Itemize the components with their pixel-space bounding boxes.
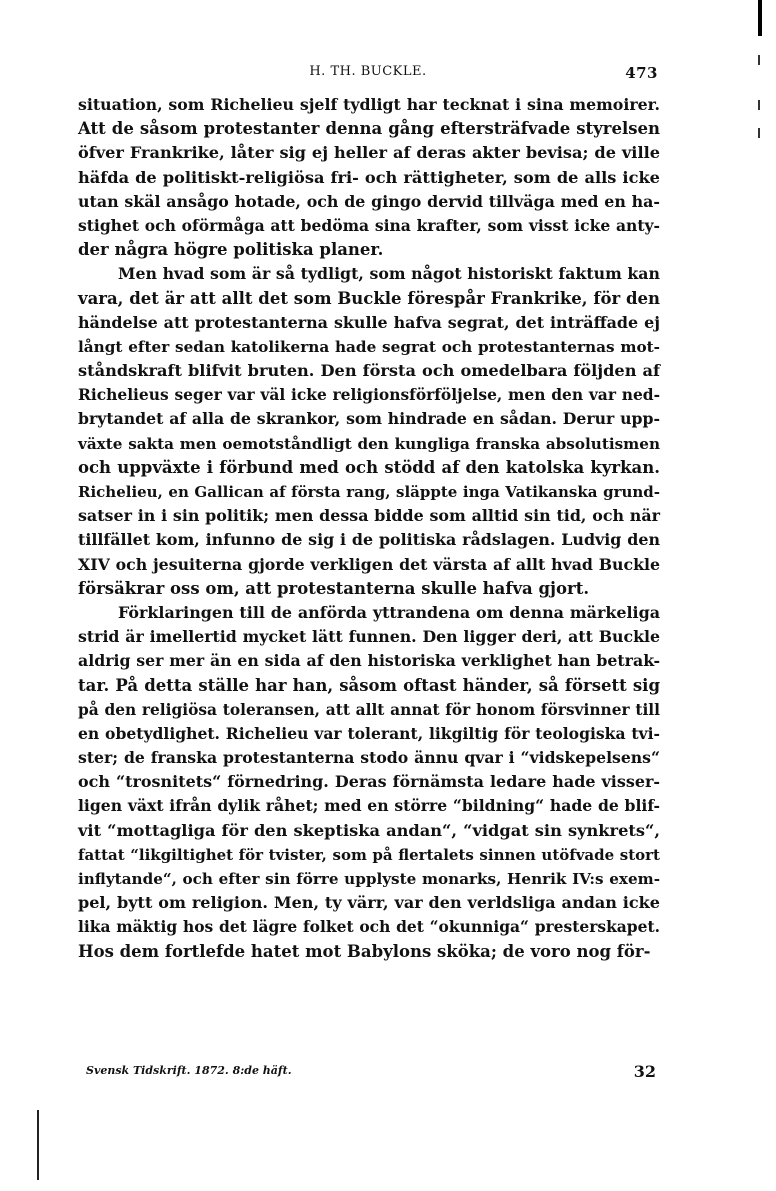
page-number: 473 <box>625 64 658 82</box>
text-line: Richelieu, en Gallican af första rang, släppte inga Vatikanska grund- <box>78 483 660 501</box>
text-line: försäkrar oss om, att protestanterna skulle hafva gjort. <box>78 578 590 598</box>
text-line: pel, bytt om religion. Men, ty värr, var den verldsliga andan icke <box>78 893 660 913</box>
text-line: inflytande“, och efter sin förre upplyste monarks, Henrik IV:s exem- <box>78 870 660 888</box>
text-line: brytandet af alla de skrankor, som hindrade en sådan. Derur upp- <box>78 409 660 429</box>
text-line: på den religiösa toleransen, att allt annat för honom försvinner till <box>78 700 660 719</box>
sheet-number: 32 <box>633 1062 656 1081</box>
text-line: och uppväxte i förbund med och stödd af den katolska kyrkan. <box>78 457 660 477</box>
text-line: strid är imellertid mycket lätt funnen. Den ligger deri, att Buckle <box>78 627 660 647</box>
text-line: och “trosnitets“ förnedring. Deras förnämsta ledare hade visser- <box>78 772 660 792</box>
page-edge-tick <box>758 128 760 138</box>
running-title: H. TH. BUCKLE. <box>309 64 427 79</box>
text-line: der några högre politiska planer. <box>78 240 384 260</box>
signature-line: Svensk Tidskrift. 1872. 8:de häft. <box>86 1064 292 1077</box>
text-line: situation, som Richelieu sjelf tydligt har tecknat i sina memoirer. <box>78 95 660 114</box>
text-line: satser in i sin politik; men dessa bidde som alltid sin tid, och när <box>78 506 660 526</box>
text-line: fattat “likgiltighet för tvister, som på flertalets sinnen utöfvade stort <box>78 845 660 864</box>
text-line: ster; de franska protestanterna stodo ännu qvar i “vidskepelsens“ <box>78 748 660 768</box>
text-line: ligen växt ifrån dylik råhet; med en större “bildning“ hade de blif- <box>78 796 660 816</box>
text-line: Förklaringen till de anförda yttrandena om denna märkeliga <box>118 602 660 622</box>
text-line: ståndskraft blifvit bruten. Den första och omedelbara följden af <box>78 361 660 381</box>
text-line: aldrig ser mer än en sida af den historiska verklighet han betrak- <box>78 651 660 671</box>
text-line: lika mäktig hos det lägre folket och det “okunniga“ presterskapet. <box>78 917 660 937</box>
body-text <box>78 93 660 964</box>
text-line: tillfället kom, infunno de sig i de politiska rådslagen. Ludvig den <box>78 530 660 550</box>
text-line: Richelieus seger var väl icke religionsförföljelse, men den var ned- <box>78 385 660 405</box>
left-margin-rule <box>37 1110 39 1180</box>
page-edge-tick <box>758 55 760 65</box>
text-line: Att de såsom protestanter denna gång eftersträfvade styrelsen <box>78 119 660 139</box>
text-line: tar. På detta ställe har han, såsom oftast händer, så försett sig <box>78 675 660 695</box>
text-line: händelse att protestanterna skulle hafva segrat, det inträffade ej <box>78 312 660 332</box>
text-line: växte sakta men oemotståndligt den kungliga franska absolutismen <box>78 434 660 453</box>
text-line: Men hvad som är så tydligt, som något historiskt faktum kan <box>118 264 660 284</box>
text-line: häfda de politiskt-religiösa fri- och rättigheter, som de alls icke <box>78 167 660 187</box>
text-line: vara, det är att allt det som Buckle förespår Frankrike, för den <box>78 288 660 308</box>
text-line: vit “mottagliga för den skeptiska andan“, “vidgat sin synkrets“, <box>78 820 660 840</box>
page-footer <box>86 1062 656 1088</box>
text-line: Hos dem fortlefde hatet mot Babylons sköka; de voro nog för- <box>78 941 651 961</box>
text-line: stighet och oförmåga att bedöma sina krafter, som visst icke anty- <box>78 215 660 235</box>
text-line: utan skäl ansågo hotade, och de gingo dervid tillväga med en ha- <box>78 191 660 211</box>
page-edge-mark <box>758 0 762 36</box>
page-header <box>78 64 658 86</box>
text-line: XIV och jesuiterna gjorde verkligen det värsta af allt hvad Buckle <box>78 554 660 574</box>
text-line: en obetydlighet. Richelieu var tolerant, likgiltig för teologiska tvi- <box>78 723 660 743</box>
text-line: långt efter sedan katolikerna hade segrat och protestanternas mot- <box>78 337 660 356</box>
text-line: öfver Frankrike, låter sig ej heller af deras akter bevisa; de ville <box>78 143 660 163</box>
page-edge-tick <box>758 100 760 110</box>
